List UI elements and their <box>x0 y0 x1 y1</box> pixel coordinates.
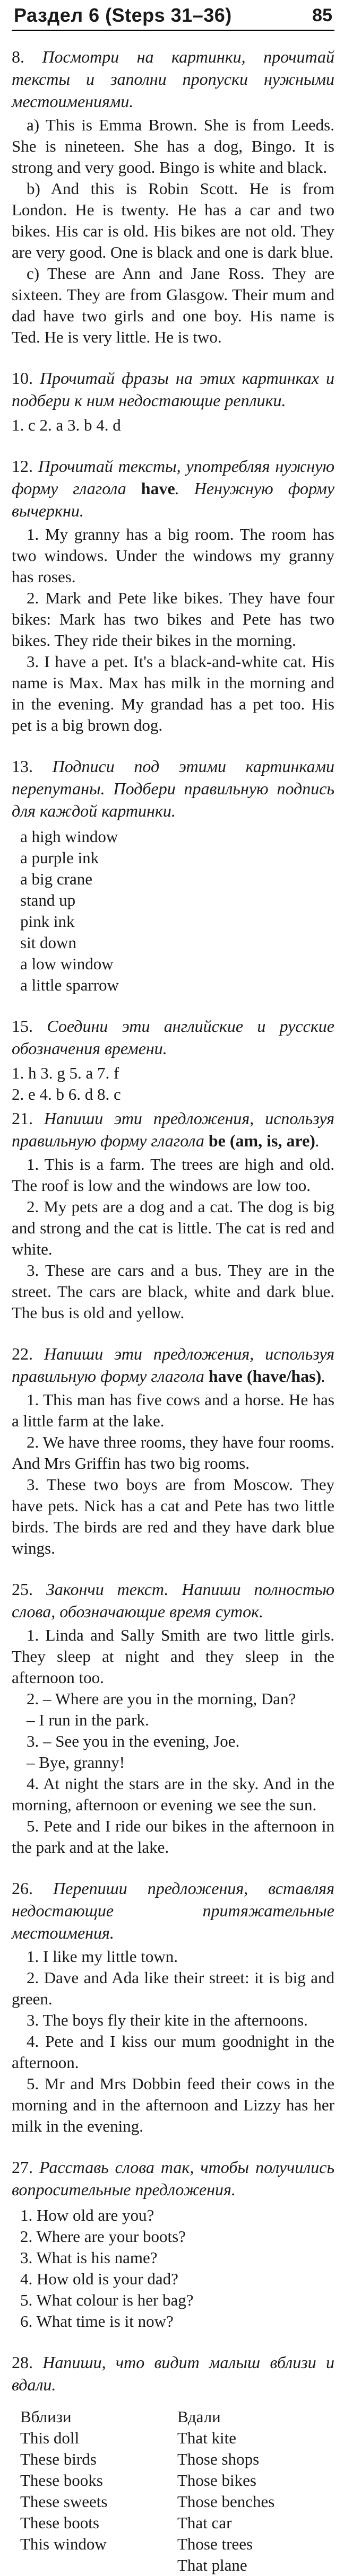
paragraph: 2. My pets are a dog and a cat. The dog is big and strong and the cat is little. The cat is red and white. <box>12 1197 334 1258</box>
task-instruction: Соедини эти английские и русские обозначения времени. <box>12 1017 335 1058</box>
paragraph: 2. – Where are you in the morning, Dan? <box>27 1689 296 1708</box>
list-item: a high window <box>20 827 118 846</box>
task-28-heading <box>12 2351 334 2396</box>
task-number: 27. <box>12 2158 33 2177</box>
task-27-heading <box>12 2156 334 2201</box>
task-12-heading <box>12 455 334 522</box>
task-number: 22. <box>12 1344 33 1363</box>
task-instruction: Прочитай тексты, употребляя нужную форму глагола <box>12 457 334 498</box>
paragraph: 1. Linda and Sally Smith are two little girls. They sleep at night and they sleep in the afternoon too. <box>12 1626 334 1687</box>
list-item: Those benches <box>177 2492 275 2511</box>
far-column-header: Вдали <box>177 2407 221 2426</box>
list-item: a little sparrow <box>20 976 119 994</box>
paragraph: 4. At night the stars are in the sky. And in the morning, afternoon or evening we see the sun. <box>12 1774 334 1814</box>
list-item: These birds <box>20 2450 97 2468</box>
answer-line: 1. c 2. a 3. b 4. d <box>12 416 121 434</box>
task-number: 26. <box>12 1879 33 1898</box>
task-25-heading <box>12 1578 334 1623</box>
task-8-heading <box>12 46 334 112</box>
paragraph: 2. Mark and Pete like bikes. They have four bikes: Mark has two bikes and Pete has two bikes. They ride their bikes in the morning. <box>12 589 334 650</box>
page-number: 85 <box>312 5 332 25</box>
task-26 <box>12 1877 334 2137</box>
near-far-columns <box>12 2406 334 2576</box>
paragraph: 5. Mr and Mrs Dobbin feed their cows in the morning and in the afternoon and Lizzy has her milk in the evening. <box>12 2074 334 2135</box>
task-number: 28. <box>12 2353 33 2372</box>
list-item: Those shops <box>177 2450 260 2468</box>
paragraph: c) These are Ann and Jane Ross. They are sixteen. They are from Glasgow. Their mum and dad have two girls and one boy. His name is Ted. He is very little. He is two. <box>12 264 334 346</box>
task-number: 8. <box>12 47 24 66</box>
paragraph: 4. Pete and I kiss our mum goodnight in the afternoon. <box>12 2032 334 2072</box>
task-15 <box>12 1015 334 1105</box>
list-item: These sweets <box>20 2492 108 2511</box>
task-instruction: Подписи под этими картинками перепутаны. Подбери правильную подпись для каждой картинки. <box>12 757 335 820</box>
task-instruction: Напиши эти предложения, используя правильную форму глагола <box>12 1109 335 1150</box>
grammar-keyword: have (have/has) <box>208 1366 322 1386</box>
task-15-heading <box>12 1015 334 1059</box>
task-10 <box>12 367 334 436</box>
list-item: These books <box>20 2471 103 2490</box>
list-item: a big crane <box>20 870 92 888</box>
task-12 <box>12 455 334 736</box>
paragraph: 1. I like my little town. <box>27 1947 178 1966</box>
task-instruction-end: . Ненужную форму вычеркни. <box>12 479 335 520</box>
near-column <box>20 2406 177 2576</box>
task-28 <box>12 2351 334 2576</box>
list-item: 5. What colour is her bag? <box>20 2291 194 2309</box>
paragraph: 3. I have a pet. It's a black-and-white cat. His name is Max. Max has milk in the morning and in the evening. My grandad has a pet too. His pet is a big brown dog. <box>12 652 334 734</box>
task-instruction-end: . <box>315 1131 320 1150</box>
task-instruction: Перепиши предложения, вставляя недостающие притяжательные местоимения. <box>12 1879 335 1942</box>
list-item: 3. What is his name? <box>20 2248 158 2267</box>
list-item: sit down <box>20 933 76 952</box>
paragraph: 2. We have three rooms, they have four rooms. And Mrs Griffin has two big rooms. <box>12 1433 334 1473</box>
list-item: a low window <box>20 954 114 973</box>
list-item: That plane <box>177 2556 247 2574</box>
list-item: 6. What time is it now? <box>20 2312 174 2330</box>
task-number: 12. <box>12 457 33 476</box>
paragraph: b) And this is Robin Scott. He is from London. He is twenty. He has a car and two bikes. His car is old. His bikes are not old. They are very good. One is black and one is dark blue. <box>12 179 334 261</box>
task-instruction: Напиши эти предложения, используя правильную форму глагола <box>12 1344 335 1386</box>
paragraph: – I run in the park. <box>27 1711 149 1729</box>
task-instruction: Расставь слова так, чтобы получились вопросительные предложения. <box>12 2158 335 2199</box>
paragraph: 3. – See you in the evening, Joe. <box>27 1732 240 1750</box>
task-instruction: Напиши, что видит малыш вблизи и вдали. <box>12 2353 335 2394</box>
task-number: 10. <box>12 369 33 388</box>
task-21-heading <box>12 1107 334 1152</box>
list-item: 1. How old are you? <box>20 2206 154 2224</box>
caption-list <box>12 826 334 996</box>
task-27 <box>12 2156 334 2332</box>
task-21 <box>12 1107 334 1324</box>
paragraph: 1. This is a farm. The trees are high and old. The roof is low and the windows are low too. <box>12 1155 334 1195</box>
task-26-heading <box>12 1877 334 1944</box>
list-item: 4. How old is your dad? <box>20 2270 178 2288</box>
task-instruction: Посмотри на картинки, прочитай тексты и заполни пропуски нужными местоимениями. <box>12 47 335 111</box>
paragraph: a) This is Emma Brown. She is from Leeds. She is nineteen. She has a dog, Bingo. It is strong and very good. Bingo is white and black. <box>12 116 334 177</box>
list-item: 2. Where are your boots? <box>20 2227 186 2246</box>
task-13 <box>12 755 334 996</box>
list-item: Those trees <box>177 2535 253 2553</box>
task-number: 15. <box>12 1017 33 1036</box>
list-item: That car <box>177 2513 232 2532</box>
task-22-heading <box>12 1343 334 1387</box>
list-item: This window <box>20 2535 107 2553</box>
section-title: Раздел 6 (Steps 31–36) <box>14 4 232 26</box>
task-number: 25. <box>12 1580 33 1599</box>
page-header <box>12 3 334 31</box>
near-column-header: Вблизи <box>20 2407 72 2426</box>
question-list <box>12 2205 334 2332</box>
paragraph: 3. The boys fly their kite in the afternoons. <box>27 2011 308 2029</box>
list-item: These boots <box>20 2513 99 2532</box>
task-13-heading <box>12 755 334 822</box>
paragraph: – Bye, granny! <box>27 1753 125 1772</box>
task-25 <box>12 1578 334 1858</box>
task-instruction: Закончи текст. Напиши полностью слова, обозначающие время суток. <box>12 1580 335 1621</box>
paragraph: 2. Dave and Ada like their street: it is big and green. <box>12 1968 334 2008</box>
grammar-keyword: have <box>141 479 175 498</box>
answer-line: 1. h 3. g 5. a 7. f <box>12 1064 119 1082</box>
paragraph: 3. These are cars and a bus. They are in the street. The cars are black, white and dark blue. The bus is old and yellow. <box>12 1261 334 1322</box>
paragraph: 1. This man has five cows and a horse. He has a little farm at the lake. <box>12 1390 334 1430</box>
paragraph: 5. Pete and I ride our bikes in the afternoon in the park and at the lake. <box>12 1817 334 1856</box>
task-22 <box>12 1343 334 1559</box>
list-item: This doll <box>20 2429 80 2447</box>
task-8 <box>12 46 334 348</box>
paragraph: 3. These two boys are from Moscow. They have pets. Nick has a cat and Pete has two little birds. The birds are red and they have dark blue wings. <box>12 1475 334 1557</box>
list-item: Those bikes <box>177 2471 256 2490</box>
grammar-keyword: be (am, is, are) <box>208 1131 315 1150</box>
paragraph: 1. My granny has a big room. The room has two windows. Under the windows my granny has roses. <box>12 525 334 586</box>
task-instruction-end: . <box>321 1366 326 1386</box>
list-item: a purple ink <box>20 848 99 867</box>
task-number: 21. <box>12 1109 33 1128</box>
far-column <box>177 2406 334 2576</box>
task-10-heading <box>12 367 334 411</box>
task-instruction: Прочитай фразы на этих картинках и подбери к ним недостающие реплики. <box>12 369 334 410</box>
list-item: stand up <box>20 891 76 909</box>
list-item: That kite <box>177 2429 237 2447</box>
list-item: pink ink <box>20 912 75 931</box>
task-number: 13. <box>12 757 33 776</box>
answer-line: 2. e 4. b 6. d 8. c <box>12 1085 121 1103</box>
